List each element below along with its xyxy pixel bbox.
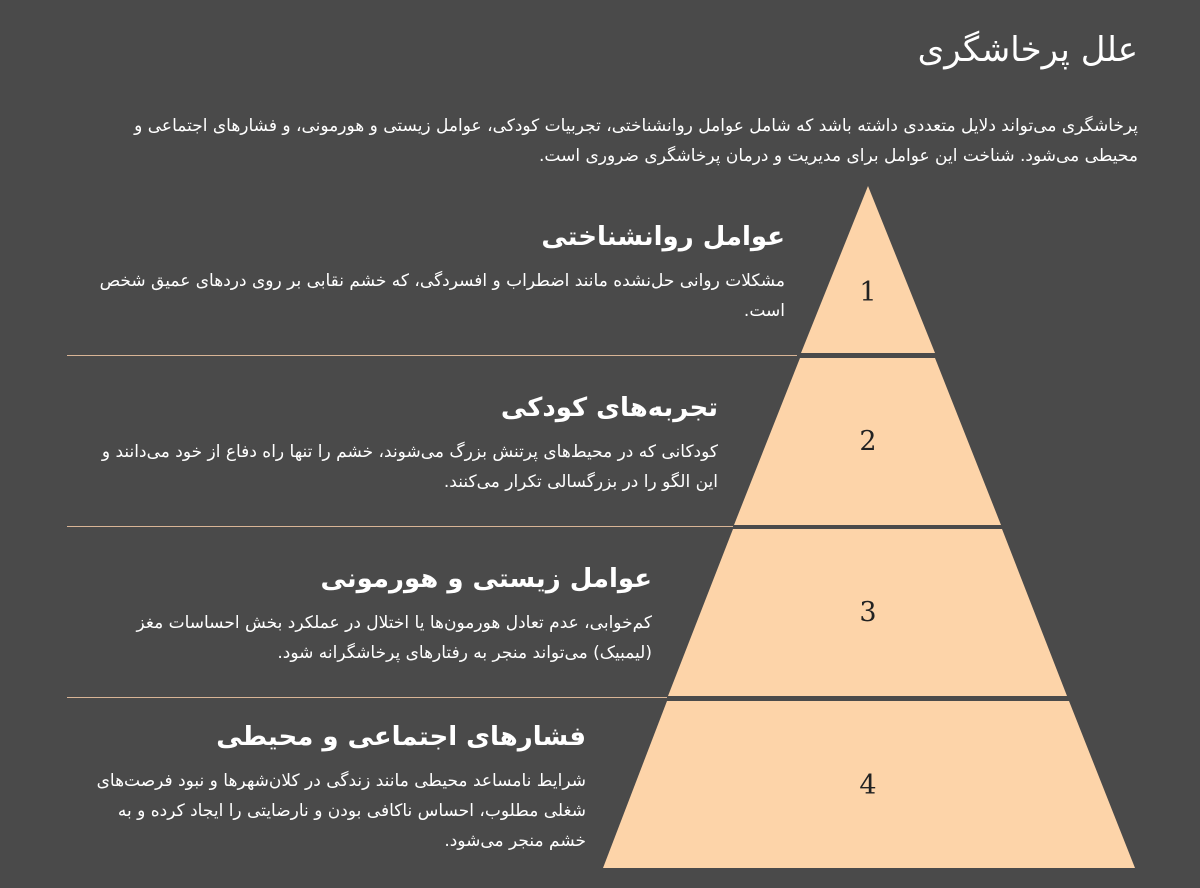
tier-description: کم‌خوابی، عدم تعادل هورمون‌ها یا اختلال در عملکرد بخش احساسات مغز (لیمبیک) می‌تواند منجر به رفتارهای پرخاشگرانه شود. bbox=[136, 613, 652, 663]
tier-text-1 bbox=[95, 220, 785, 326]
tier-text-2 bbox=[78, 391, 718, 497]
tier-description: شرایط نامساعد محیطی مانند زندگی در کلان‌شهرها و نبود فرصت‌های شغلی مطلوب، احساس ناکافی بودن و نارضایتی را ایجاد کرده و به خشم منجر می‌شود. bbox=[96, 771, 586, 851]
tier-title: فشارهای اجتماعی و محیطی bbox=[216, 722, 586, 752]
tier-number-2: 2 bbox=[859, 426, 877, 457]
tier-number-1: 1 bbox=[859, 277, 877, 308]
divider-2 bbox=[67, 526, 733, 527]
tier-title: عوامل زیستی و هورمونی bbox=[320, 564, 652, 594]
divider-1 bbox=[67, 355, 797, 356]
tier-description: کودکانی که در محیط‌های پرتنش بزرگ می‌شوند، خشم را تنها راه دفاع از خود می‌دانند و این الگو را در بزرگسالی تکرار می‌کنند. bbox=[101, 442, 718, 492]
tier-number-4: 4 bbox=[859, 770, 877, 801]
tier-description: مشکلات روانی حل‌نشده مانند اضطراب و افسردگی، که خشم نقابی بر روی دردهای عمیق شخص است. bbox=[99, 271, 785, 321]
tier-text-4 bbox=[76, 720, 586, 856]
tier-title: تجربه‌های کودکی bbox=[500, 393, 718, 423]
tier-title: عوامل روانشناختی bbox=[541, 222, 785, 252]
tier-text-3 bbox=[77, 562, 652, 668]
intro-paragraph: پرخاشگری می‌تواند دلایل متعددی داشته باشد که شامل عوامل روانشناختی، تجربیات کودکی، عوامل زیستی و هورمونی، و فشارهای اجتماعی و محیطی می‌شود. شناخت این عوامل برای مدیریت و درمان پرخاشگری ضروری است. bbox=[134, 116, 1138, 166]
divider-3 bbox=[67, 697, 667, 698]
pyramid-tier-1 bbox=[801, 186, 935, 353]
page-title: علل پرخاشگری bbox=[917, 30, 1138, 70]
tier-number-3: 3 bbox=[859, 597, 877, 628]
